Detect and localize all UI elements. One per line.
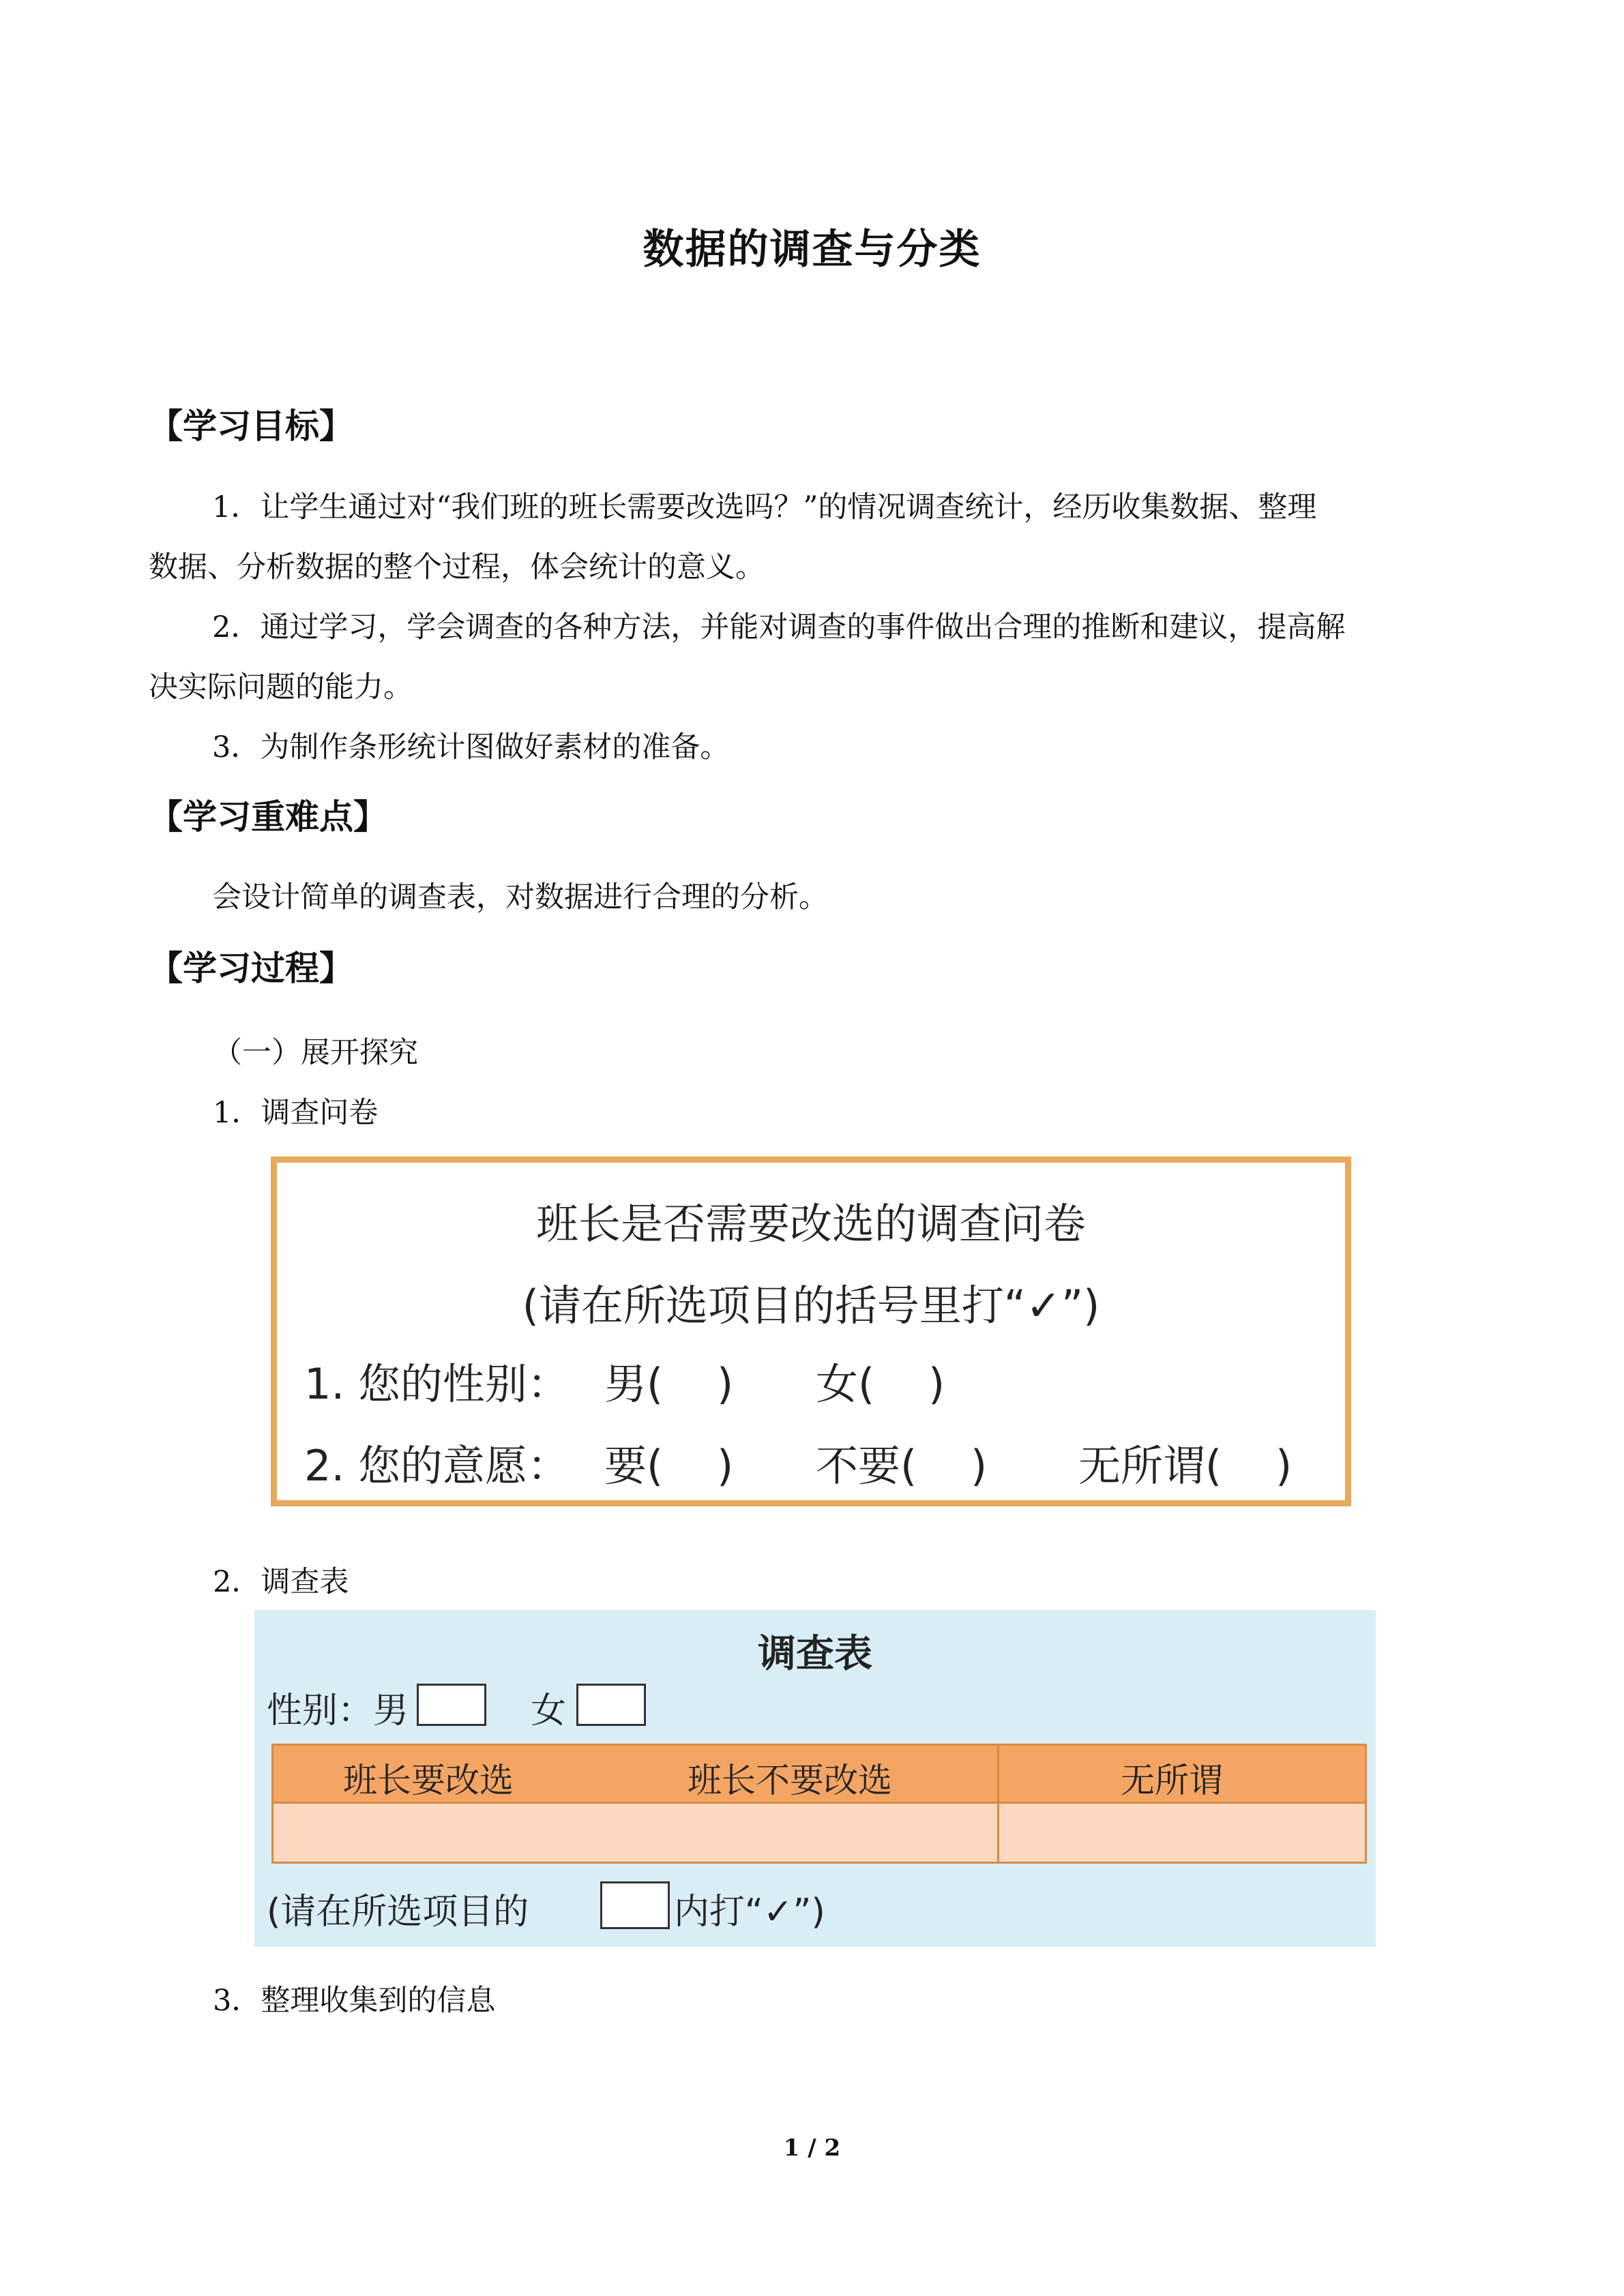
keypoints-text: 会设计简单的调查表，对数据进行合理的分析。 (212, 880, 828, 914)
process-step-3: 3．整理收集到的信息 (213, 1984, 496, 2018)
question-1-option-female: 女( ) (816, 1359, 945, 1409)
question-2-option-indifferent: 无所谓( ) (1078, 1441, 1293, 1491)
question-2-option-yes: 要( ) (604, 1441, 734, 1491)
question-2-option-no: 不要( ) (816, 1441, 988, 1491)
process-heading: 【学习过程】 (149, 948, 353, 988)
survey-table-answer-row (271, 1804, 1367, 1864)
questionnaire-instruction: (请在所选项目的括号里打“✓”) (522, 1281, 1100, 1330)
survey-female-label: 女 (531, 1690, 567, 1731)
male-checkbox[interactable] (417, 1684, 486, 1726)
goal-item-3: 3．为制作条形统计图做好素材的准备。 (212, 730, 730, 764)
survey-footer-before: (请在所选项目的 (267, 1892, 529, 1933)
question-2-label: 2. 您的意愿： (304, 1441, 570, 1491)
question-1-label: 1. 您的性别： (304, 1359, 570, 1409)
survey-table-divider (997, 1744, 999, 1864)
survey-table-figure (254, 1610, 1376, 1947)
female-checkbox[interactable] (576, 1684, 646, 1726)
keypoints-heading: 【学习重难点】 (149, 796, 387, 837)
process-sub-1: （一）展开探究 (213, 1036, 418, 1070)
goal-item-2-line-2: 决实际问题的能力。 (149, 670, 413, 704)
survey-column-change: 班长要改选 (343, 1761, 514, 1800)
goal-item-1-line-1: 1．让学生通过对“我们班的班长需要改选吗？”的情况调查统计，经历收集数据、整理 (212, 490, 1317, 524)
question-1-option-male: 男( ) (604, 1359, 734, 1409)
survey-column-indifferent: 无所谓 (1121, 1761, 1223, 1800)
questionnaire-box (271, 1157, 1351, 1506)
page-title: 数据的调查与分类 (643, 226, 981, 273)
survey-footer-after: 内打“✓”) (674, 1892, 825, 1933)
survey-gender-label: 性别：男 (267, 1690, 409, 1731)
process-step-2: 2．调查表 (213, 1565, 349, 1599)
questionnaire-title: 班长是否需要改选的调查问卷 (535, 1199, 1086, 1249)
survey-column-no-change: 班长不要改选 (688, 1761, 892, 1800)
survey-table-title: 调查表 (758, 1632, 872, 1676)
goal-item-1-line-2: 数据、分析数据的整个过程，体会统计的意义。 (149, 550, 765, 584)
page-number: 1 / 2 (783, 2134, 841, 2162)
goals-heading: 【学习目标】 (149, 406, 353, 446)
process-step-1: 1．调查问卷 (213, 1096, 379, 1130)
goal-item-2-line-1: 2．通过学习，学会调查的各种方法，并能对调查的事件做出合理的推断和建议，提高解 (212, 610, 1346, 644)
footer-sample-checkbox (600, 1881, 670, 1929)
